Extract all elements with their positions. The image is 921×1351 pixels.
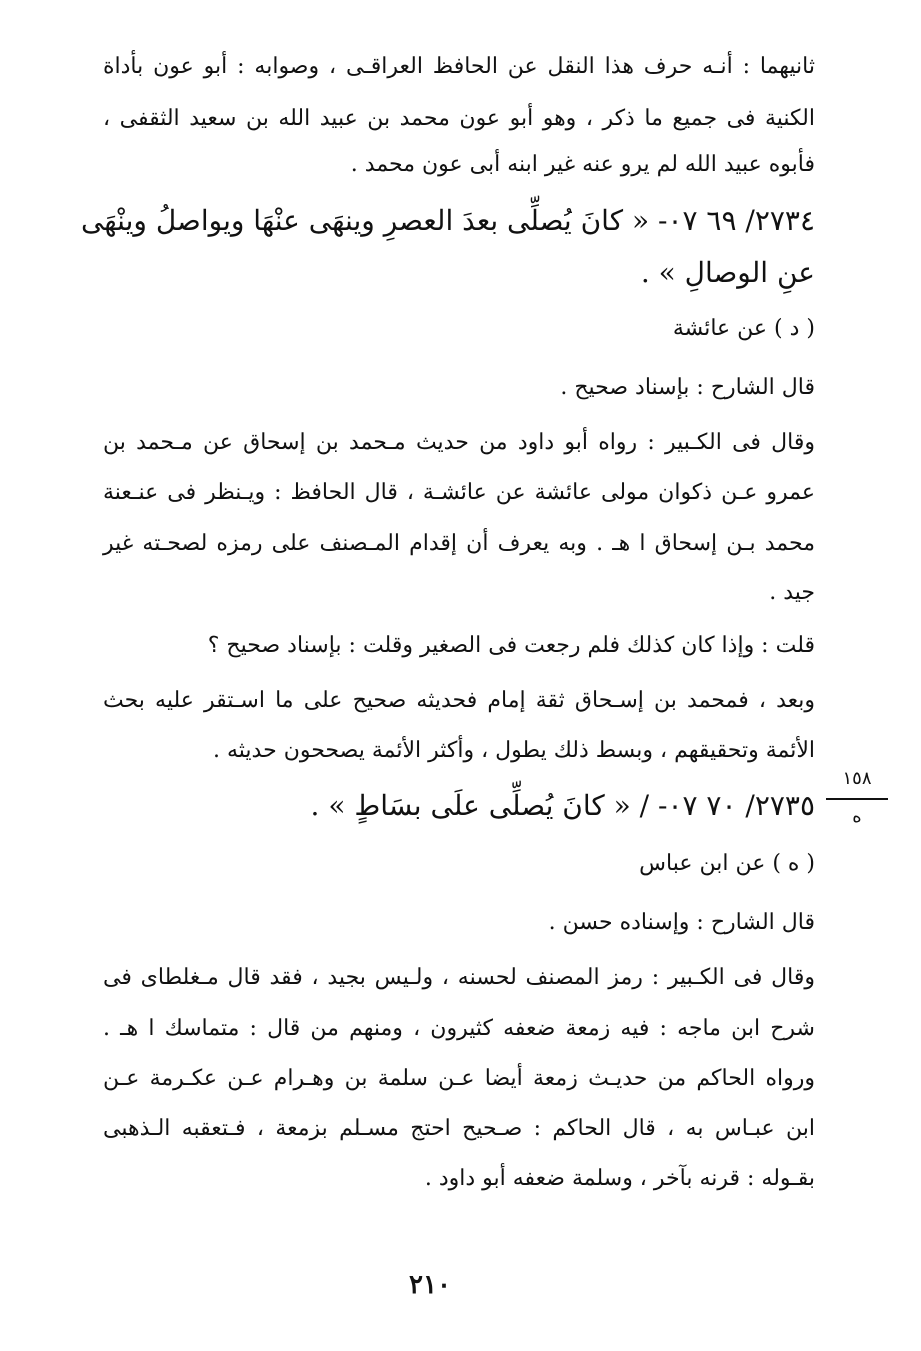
hadith-line: عنِ الوصالِ » . xyxy=(640,256,815,289)
hadith-line: ٢٧٣٤/ ٦٩ ٠٧- « كانَ يُصلِّى بعدَ العصرِ وينهَى عنْهَا ويواصلُ وينْهَى xyxy=(80,204,815,237)
page-number: ٢١٠ xyxy=(409,1270,451,1300)
margin-reference xyxy=(826,768,888,828)
margin-reference-bottom: ه xyxy=(852,806,862,827)
text-line: قال الشارح : بإسناد صحيح . xyxy=(560,375,815,400)
text-line: فأبوه عبيد الله لم يرو عنه غير ابنه أبى عون محمد . xyxy=(350,152,815,177)
hadith-line: ٢٧٣٥/ ٧٠ ٠٧- / « كانَ يُصلِّى علَى بسَاطٍ » . xyxy=(310,789,815,822)
text-line: جيد . xyxy=(769,580,815,605)
text-line: ابن عبـاس به ، قال الحاكم : صـحيح احتج مسـلم بزمعة ، فـتعقبه الـذهبى xyxy=(103,1116,815,1141)
margin-reference-top: ١٥٨ xyxy=(842,768,872,789)
text-line: ثانيهما : أنـه حرف هذا النقل عن الحافظ العراقـى ، وصوابه : أبو عون بأداة xyxy=(103,54,815,79)
text-line: قلت : وإذا كان كذلك فلم رجعت فى الصغير وقلت : بإسناد صحيح ؟ xyxy=(207,633,815,658)
text-line: الكنية فى جميع ما ذكر ، وهو أبو عون محمد بن عبيد الله بن سعيد الثقفى ، xyxy=(103,106,815,131)
source-line: ( ه ) عن ابن عباس xyxy=(639,851,815,876)
text-line: وقال فى الكـبير : رمز المصنف لحسنه ، ولـيس بجيد ، فقد قال مـغلطاى فى xyxy=(103,965,815,990)
text-line: ورواه الحاكم من حديـث زمعة أيضا عـن سلمة بن وهـرام عـن عكـرمة عـن xyxy=(103,1066,815,1091)
text-line: قال الشارح : وإسناده حسن . xyxy=(548,910,815,935)
source-line: ( د ) عن عائشة xyxy=(672,316,815,341)
text-line: محمد بـن إسحاق ا هـ . وبه يعرف أن إقدام المـصنف على رمزه لصحـته غير xyxy=(103,531,815,556)
text-line: عمرو عـن ذكوان مولى عائشة عن عائشـة ، قال الحافظ : ويـنظر فى عنـعنة xyxy=(103,480,815,505)
text-line: وقال فى الكـبير : رواه أبو داود من حديث مـحمد بن إسحاق عن مـحمد بن xyxy=(103,430,815,455)
text-line: الأئمة وتحقيقهم ، وبسط ذلك يطول ، وأكثر الأئمة يصححون حديثه . xyxy=(213,738,815,763)
margin-reference-rule xyxy=(826,798,888,800)
text-line: بقـوله : قرنه بآخر ، وسلمة ضعفه أبو داود . xyxy=(424,1166,815,1191)
text-line: وبعد ، فمحمد بن إسـحاق ثقة إمام فحديثه صحيح على ما اسـتقر عليه بحث xyxy=(103,688,815,713)
text-line: شرح ابن ماجه : فيه زمعة ضعفه كثيرون ، ومنهم من قال : متماسك ا هـ . xyxy=(103,1016,815,1041)
